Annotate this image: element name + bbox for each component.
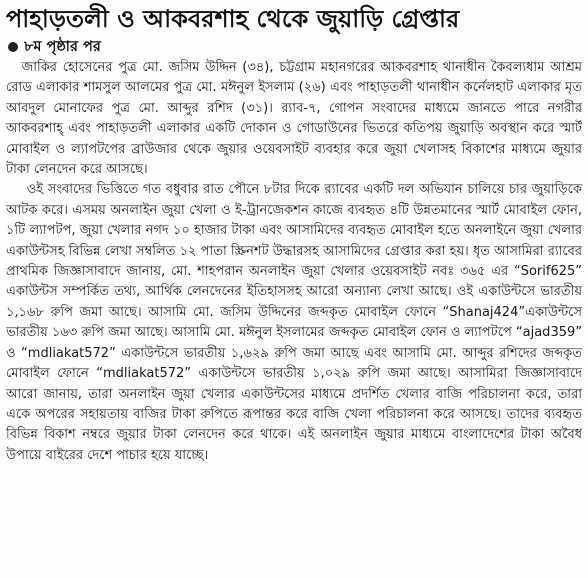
article-paragraph-1: জাকির হোসেনের পুত্র মো. জসিম উদ্দিন (৩৪), চট্টগ্রাম মহানগরের আকবরশাহ থানাধীন কৈবল্যধাম আশ্রম রোড এলাকার শামসুল আলমের পুত্র মো. মঈনুল ইসলাম (২৬) এবং পাহাড়তলী থানাধীন কর্নেলহাট এলাকার মৃত আবদুল মোনাফের পুত্র মো. আব্দুর রশিদ (৩১)। র‌্যাব-৭, গোপন সংবাদের মাধ্যমে জানতে পারে নগরীর আকবরশাহ্ এবং পাহাড়তলী এলাকার একটি দোকান ও গোডাউনের ভিতরে কতিপয় জুয়াড়ি অবস্থান করে স্মার্ট মোবাইল ও ল্যাপটপের ব্রাউজার থেকে জুয়ার ওয়েবসাইট ব্যবহার করে জুয়া খেলাসহ বিকাশের মাধ্যমে জুয়ার টাকা লেনদেন করে আসছে।: [6, 60, 582, 178]
continued-from-text: ৮ম পৃষ্ঠার পর: [24, 39, 101, 55]
article-paragraph-2: ওই সংবাদের ভিত্তিতে গত বধুবার রাত পৌনে ৮টার দিকে র‌্যাবের একটি দল অভিযান চালিয়ে চার জুয়াড়িকে আটক করে। এসময় অনলাইন জুয়া খেলা ও ই-ট্রানজেকশন কাজে ব্যবহৃত ৪টি উন্নতমানের স্মার্ট মোবাইল ফোন, ১টি ল্যাপটপ, জুয়া খেলার নগদ ১০ হাজার টাকা এবং আসামিদের ব্যবহৃত মোবাইল হতে অনলাইনে জুয়া খেলার একাউন্টসহ বিভিন্ন লেখা সম্বলিত ১২ পাতা স্ক্রিনশট উদ্ধারসহ আসামিদের গ্রেপ্তার করা হয়। ধৃত আসামিরা র‌্যাবের প্রাথমিক জিজ্ঞাসাবাদে জানায়, মো. শাহপরান অনলাইন জুয়া খেলার ওয়েবসাইট নবঃ ৩৬৫ এর “Sorif625” একাউন্টস সম্পর্কিত তথ্য, আর্থিক লেনদেনের ইতিহাসসহ আরো অন্যান্য লেখা আছে। ওই একাউন্টসে ভারতীয় ১,১৬৮ রুপি জমা আছে। আসামি মো. জসিম উদ্দিনের জব্দকৃত মোবাইল ফোনে “Shanaj424”একাউন্টসে ভারতীয় ১৬৩ রুপি জমা আছে। আসামি মো. মঈনুল ইসলামের জব্দকৃত মোবাইল ফোন ও ল্যাপটপে “ajad359” ও “mdliakat572” একাউন্টসে ভারতীয় ১,৬২৯ রুপি জমা আছে এবং আসামি মো. আব্দুর রশিদের জব্দকৃত মোবাইল ফোনে “mdliakat572” একাউন্টসে ভারতীয় ১,০২৯ রুপি জমা আছে। আসামিরা জিজ্ঞাসাবাদে আরো জানায়, তারা অনলাইন জুয়া খেলার একাউন্টসের মাধ্যমে প্রদর্শিত খেলার বাজি পরিচালনা করে, তারা একে অপরের সহায়তায় বাজির টাকা রুপিতে রূপান্তর করে বাজি খেলা পরিচালনা করে আসছে। তাদের ব্যবহৃত বিভিন্ন বিকাশ নম্বরে জুয়ার টাকা লেনদেন করে থাকে। এই অনলাইন জুয়ার মাধ্যমে বাংলাদেশের টাকা অবৈধ উপায়ে বাইরের দেশে পাচার হয়ে যাচ্ছে।: [6, 182, 582, 463]
article-body: [6, 58, 582, 466]
continued-from-label: [8, 38, 582, 56]
bullet-icon: [8, 42, 18, 52]
article-headline: পাহাড়তলী ও আকবরশাহ থেকে জুয়াড়ি গ্রেপ্তার: [6, 5, 460, 33]
